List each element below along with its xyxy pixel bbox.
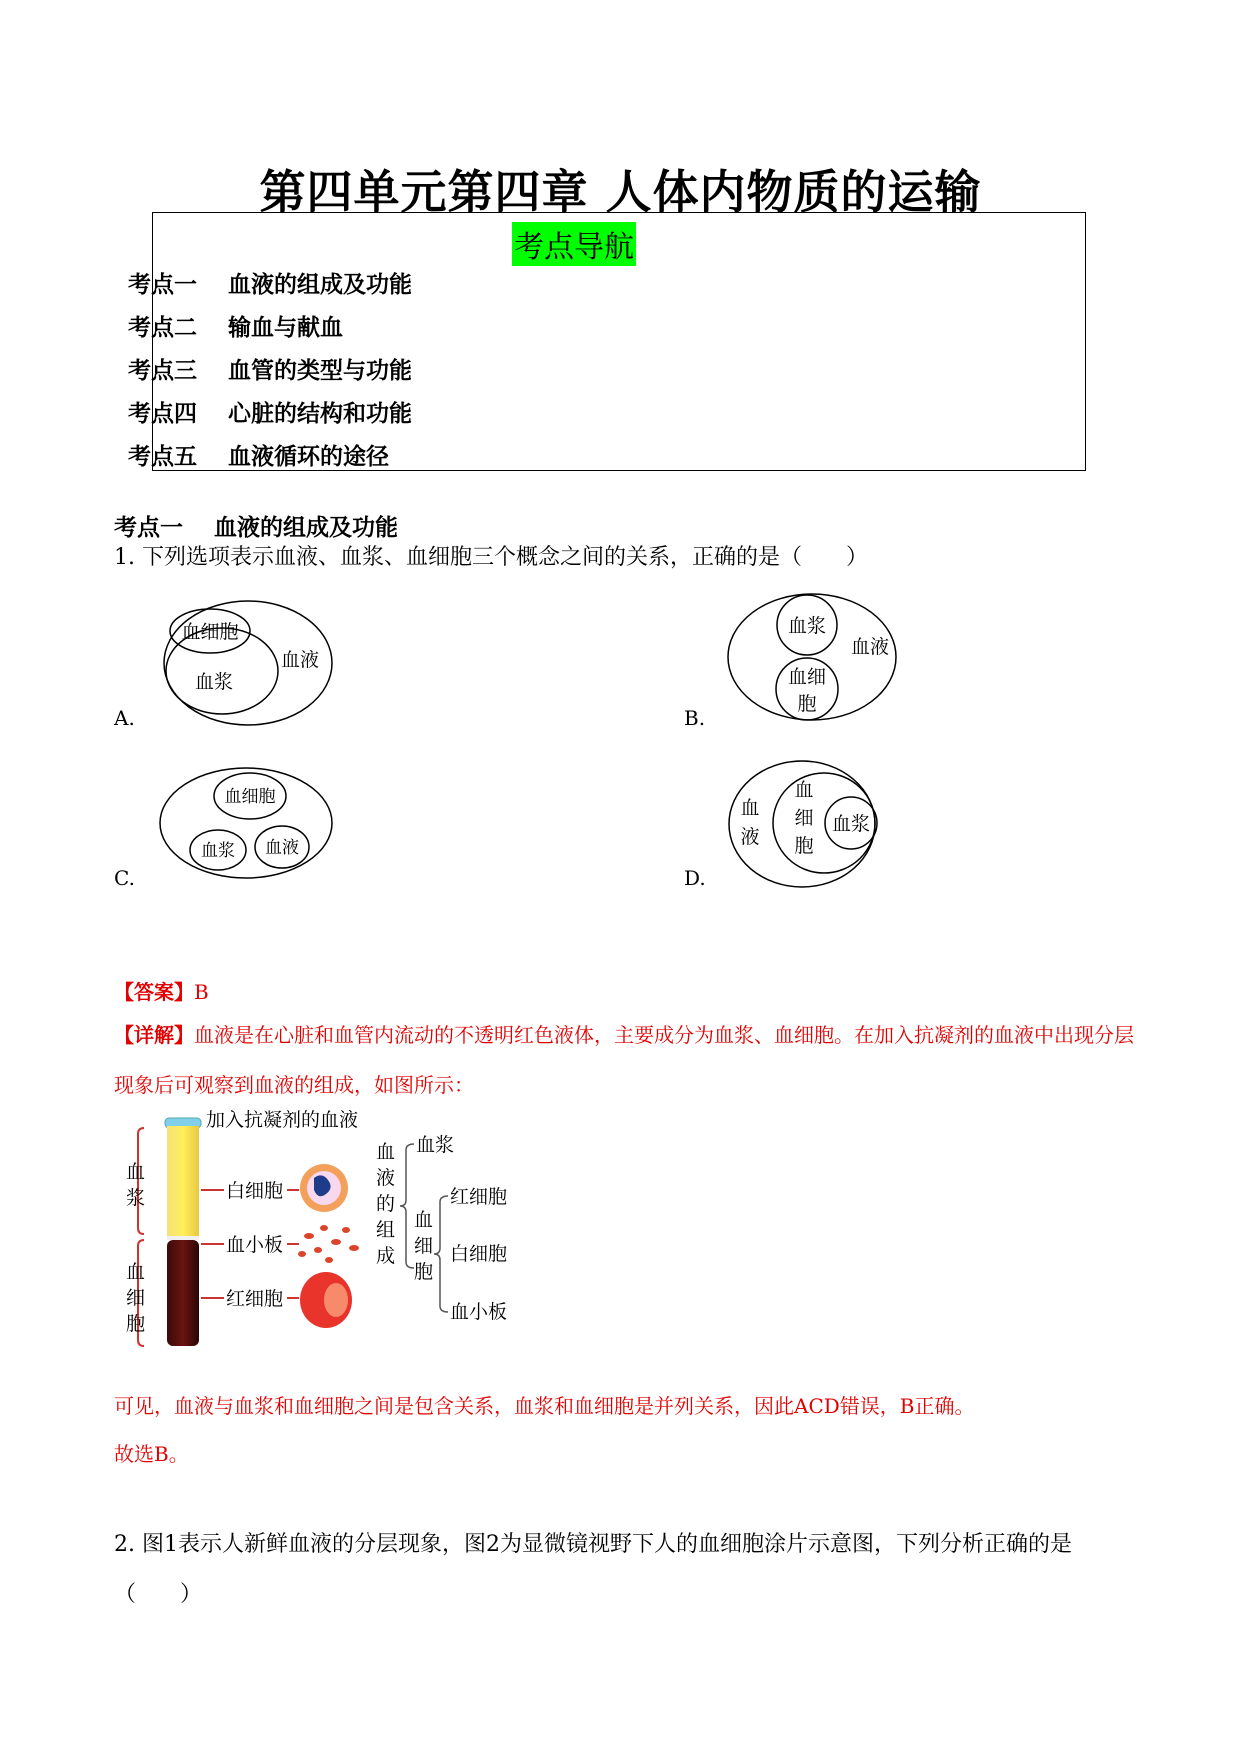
label-cells: 血细胞 <box>181 621 239 643</box>
svg-text:胞: 胞 <box>126 1313 146 1335</box>
explanation-final: 故选B。 <box>114 1442 189 1466</box>
explanation-conclusion: 可见，血液与血浆和血细胞之间是包含关系，血浆和血细胞是并列关系，因此ACD错误，B正确。 <box>114 1394 975 1418</box>
svg-text:浆: 浆 <box>126 1187 146 1209</box>
plasma-layer <box>167 1126 199 1236</box>
page-title: 第四单元第四章 人体内物质的运输 <box>259 165 982 219</box>
answer: 【答案】B <box>114 980 209 1004</box>
option-b[interactable]: B. <box>684 706 706 730</box>
label-cells-2: 细 <box>794 807 814 829</box>
svg-text:细: 细 <box>126 1287 146 1309</box>
svg-text:血小板: 血小板 <box>450 1301 508 1323</box>
figure-caption: 加入抗凝剂的血液 <box>206 1109 359 1131</box>
label-blood-2: 液 <box>740 826 760 848</box>
nav-item: 考点二 输血与献血 <box>128 315 343 341</box>
option-d[interactable]: D. <box>684 866 706 890</box>
label-plasma: 血浆 <box>831 813 871 835</box>
svg-text:血小板: 血小板 <box>226 1234 284 1256</box>
nav-item: 考点一 血液的组成及功能 <box>128 272 412 298</box>
blood-composition-figure <box>114 1108 554 1358</box>
nav-item: 考点三 血管的类型与功能 <box>128 358 412 384</box>
label-blood-1: 血 <box>740 797 760 819</box>
svg-text:胞: 胞 <box>414 1261 434 1283</box>
svg-text:液: 液 <box>376 1167 396 1189</box>
venn-diagram-b <box>725 590 905 725</box>
option-c[interactable]: C. <box>114 866 135 890</box>
svg-text:白细胞: 白细胞 <box>226 1180 284 1202</box>
option-a[interactable]: A. <box>114 706 135 730</box>
platelets <box>298 1225 359 1263</box>
nav-item: 考点四 心脏的结构和功能 <box>128 401 412 427</box>
label-plasma: 血浆 <box>201 841 235 861</box>
nav-heading: 考点导航 <box>512 222 636 266</box>
svg-text:血浆: 血浆 <box>416 1134 455 1156</box>
svg-text:红细胞: 红细胞 <box>226 1288 284 1310</box>
label-cells-2: 胞 <box>797 693 817 715</box>
label-plasma: 血浆 <box>787 615 827 637</box>
svg-text:组: 组 <box>376 1219 396 1241</box>
label-cells-1: 血 <box>794 779 814 801</box>
label-blood: 血液 <box>850 636 890 658</box>
svg-text:细: 细 <box>414 1235 434 1257</box>
svg-text:血: 血 <box>414 1209 434 1231</box>
svg-text:血: 血 <box>376 1141 396 1163</box>
svg-text:血: 血 <box>126 1161 146 1183</box>
label-cells-3: 胞 <box>794 835 814 857</box>
svg-text:血: 血 <box>126 1261 146 1283</box>
svg-text:的: 的 <box>376 1193 396 1215</box>
label-blood: 血液 <box>280 649 320 671</box>
label-blood: 血液 <box>265 838 299 858</box>
venn-diagram-a <box>160 598 340 728</box>
explanation-text: 【详解】血液是在心脏和血管内流动的不透明红色液体，主要成分为血浆、血细胞。在加入抗凝剂的血液中出现分层现象后可观察到血液的组成，如图所示： <box>114 1023 1134 1097</box>
label-cells-1: 血细 <box>787 666 827 688</box>
venn-diagram-c <box>156 764 338 882</box>
cells-layer <box>167 1240 199 1346</box>
section-heading: 考点一 血液的组成及功能 <box>114 515 398 541</box>
venn-diagram-d <box>725 757 895 891</box>
svg-text:红细胞: 红细胞 <box>450 1186 508 1208</box>
question-1-stem: 1. 下列选项表示血液、血浆、血细胞三个概念之间的关系，正确的是（ ） <box>114 545 868 570</box>
label-plasma: 血浆 <box>194 671 234 693</box>
svg-text:白细胞: 白细胞 <box>450 1243 508 1265</box>
question-2-stem: 2. 图1表示人新鲜血液的分层现象，图2为显微镜视野下人的血细胞涂片示意图，下列分析正确的是（ ） <box>114 1532 1072 1607</box>
svg-text:成: 成 <box>376 1245 396 1267</box>
label-cells: 血细胞 <box>224 787 276 807</box>
nav-item: 考点五 血液循环的途径 <box>128 444 389 470</box>
